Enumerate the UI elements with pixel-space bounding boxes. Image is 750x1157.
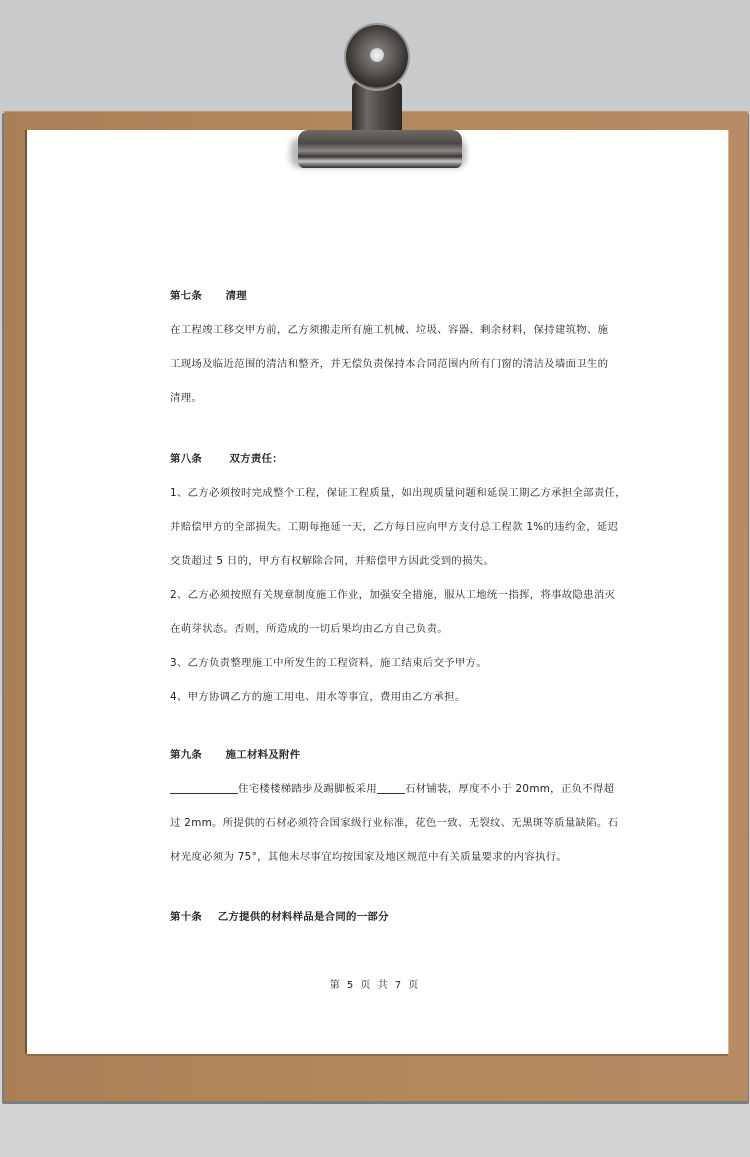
binder-clip bbox=[286, 20, 466, 172]
paragraph-line: 并赔偿甲方的全部损失。工期每拖延一天，乙方每日应向甲方支付总工程款 1%的违约金，延迟 bbox=[170, 521, 619, 533]
clip-hole bbox=[370, 48, 384, 62]
fill-in-blank-project[interactable] bbox=[170, 781, 238, 794]
paragraph-line: 交货超过 5 日的，甲方有权解除合同，并赔偿甲方因此受到的损失。 bbox=[170, 555, 495, 567]
paragraph-line: 工现场及临近范围的清洁和整齐，并无偿负责保持本合同范围内所有门窗的清洁及墙面卫生的 bbox=[170, 358, 609, 370]
paragraph-line: 3、乙方负责整理施工中所发生的工程资料，施工结束后交予甲方。 bbox=[170, 657, 487, 669]
section-heading-7: 第七条 清理 bbox=[170, 290, 247, 302]
section-heading-10: 第十条 乙方提供的材料样品是合同的一部分 bbox=[170, 911, 389, 923]
paragraph-line: 4、甲方协调乙方的施工用电、用水等事宜，费用由乙方承担。 bbox=[170, 691, 466, 703]
paragraph-line: 1、乙方必须按时完成整个工程，保证工程质量，如出现质量问题和延误工期乙方承担全部责任， bbox=[170, 487, 626, 499]
paragraph-line: 在工程竣工移交甲方前，乙方须搬走所有施工机械、垃圾、容器、剩余材料，保持建筑物、施 bbox=[170, 324, 609, 336]
paragraph-line bbox=[170, 772, 615, 806]
paragraph-line: 清理。 bbox=[170, 392, 203, 404]
paragraph-line: 在萌芽状态。否则，所造成的一切后果均由乙方自己负责。 bbox=[170, 623, 448, 635]
paragraph-line: 2、乙方必须按照有关规章制度施工作业，加强安全措施，服从工地统一指挥，将事故隐患消灭 bbox=[170, 589, 616, 601]
document-body bbox=[170, 286, 626, 927]
text-fragment: 石材铺装，厚度不小于 20mm，正负不得超 bbox=[404, 783, 615, 795]
fill-in-blank-stone[interactable] bbox=[377, 781, 405, 794]
clip-jaw bbox=[298, 130, 462, 168]
section-heading-9: 第九条 施工材料及附件 bbox=[170, 749, 301, 761]
page-number-footer: 第 5 页 共 7 页 bbox=[329, 980, 421, 991]
paragraph-line: 材光度必须为 75°，其他未尽事宜均按国家及地区规范中有关质量要求的内容执行。 bbox=[170, 851, 568, 863]
section-heading-8: 第八条 双方责任： bbox=[170, 453, 283, 465]
text-fragment: 住宅楼楼梯踏步及踢脚板采用 bbox=[238, 783, 377, 795]
paragraph-line: 过 2mm。所提供的石材必须符合国家级行业标准，花色一致、无裂纹、无黑斑等质量缺陷。石 bbox=[170, 817, 619, 829]
